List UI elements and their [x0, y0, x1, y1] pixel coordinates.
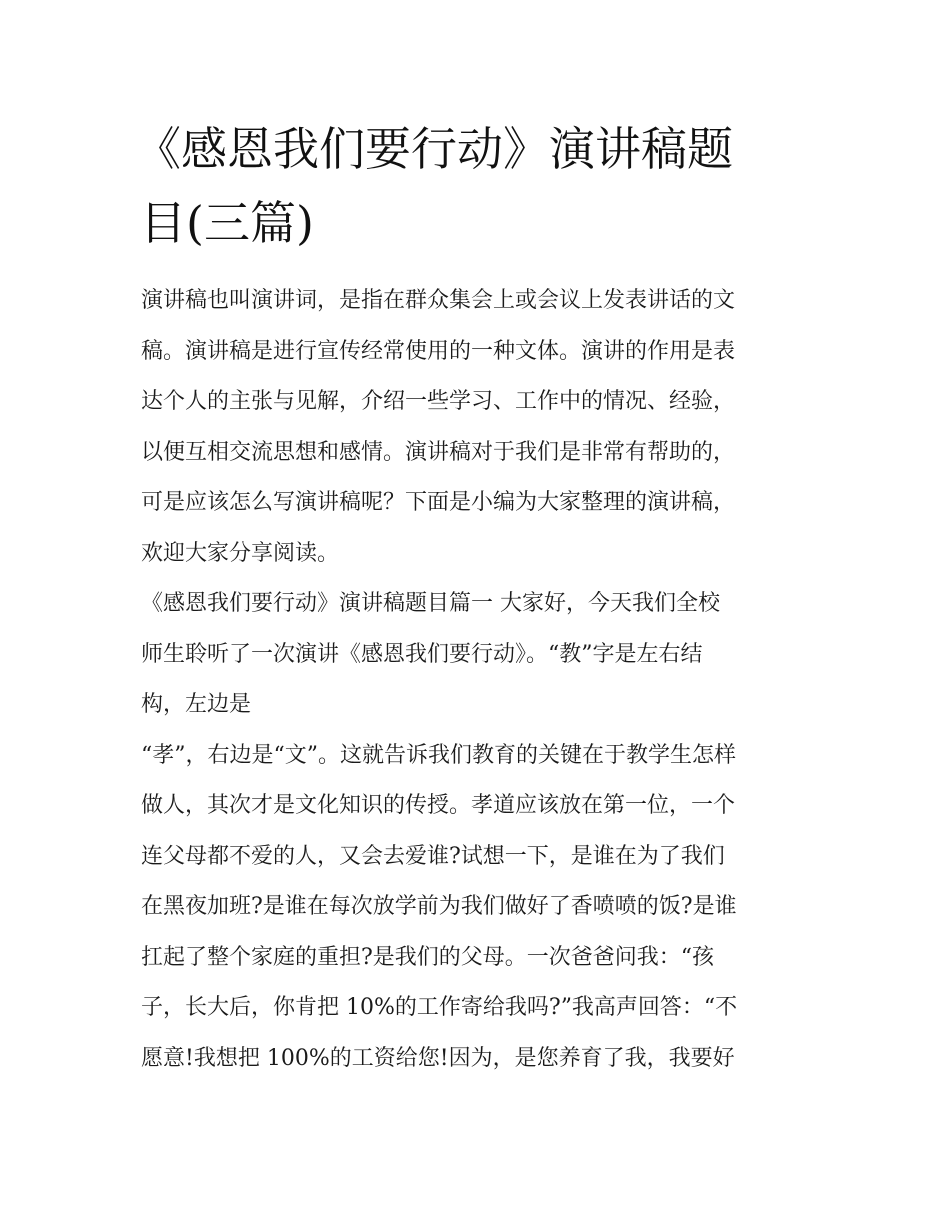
document-title	[135, 112, 820, 260]
text-line: 达个人的主张与见解，介绍一些学习、工作中的情况、经验，	[141, 389, 736, 414]
text-line: 连父母都不爱的人，又会去爱谁?试想一下，是谁在为了我们	[141, 843, 725, 869]
text-line: 稿。演讲稿是进行宣传经常使用的一种文体。演讲的作用是表	[141, 338, 736, 364]
text-line: 子，长大后，你肯把 10%的工作寄给我吗?”我高声回答：“不	[141, 995, 738, 1020]
text-line: “孝”，右边是“文”。这就告诉我们教育的关键在于教学生怎样	[141, 742, 736, 768]
document-body	[141, 276, 831, 1084]
text-line: 《感恩我们要行动》演讲稿题目篇一 大家好，今天我们全校	[141, 591, 720, 616]
text-line: 构，左边是	[141, 692, 252, 717]
title-line: 《感恩我们要行动》演讲稿题	[135, 122, 733, 176]
text-line: 欢迎大家分享阅读。	[141, 540, 340, 566]
title-line: 目(三篇)	[140, 196, 314, 250]
text-line: 师生聆听了一次演讲《感恩我们要行动》。“教”字是左右结	[141, 641, 703, 667]
text-line: 扛起了整个家庭的重担?是我们的父母。一次爸爸问我：“孩	[141, 944, 715, 970]
text-line: 做人，其次才是文化知识的传授。孝道应该放在第一位，一个	[141, 793, 736, 818]
text-line: 在黑夜加班?是谁在每次放学前为我们做好了香喷喷的饭?是谁	[141, 894, 737, 919]
text-line: 以便互相交流思想和感情。演讲稿对于我们是非常有帮助的，	[141, 439, 736, 465]
text-line: 可是应该怎么写演讲稿呢？下面是小编为大家整理的演讲稿，	[141, 490, 736, 515]
text-line: 演讲稿也叫演讲词，是指在群众集会上或会议上发表讲话的文	[141, 288, 736, 313]
text-line: 愿意!我想把 100%的工资给您!因为，是您养育了我，我要好	[141, 1045, 735, 1071]
